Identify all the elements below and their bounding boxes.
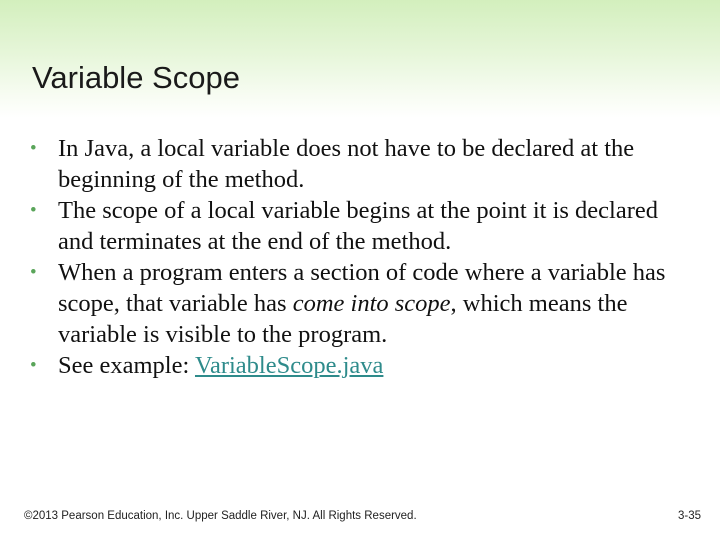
bullet-text: The scope of a local variable begins at the point it is declared and terminates at the end of the method.	[58, 197, 659, 255]
bullet-text: See example:	[58, 352, 195, 379]
bullet-list	[30, 133, 690, 381]
footer-copyright: ©2013 Pearson Education, Inc. Upper Saddle River, NJ. All Rights Reserved.	[24, 510, 417, 522]
example-file-link[interactable]: VariableScope.java	[194, 352, 384, 379]
bullet-glyph: •	[30, 355, 37, 376]
page-number: 3-35	[677, 510, 701, 522]
bullet-text-start: When a program enters a section of code where a variable has scope, that variable has	[58, 259, 666, 317]
bullet-glyph: •	[30, 200, 37, 221]
bullet-item-1	[30, 133, 690, 195]
bullet-text-end: , which means the variable is visible to the program.	[58, 290, 628, 348]
slide-title: Variable Scope	[32, 60, 240, 95]
bullet-item-2	[30, 195, 690, 257]
bullet-glyph: •	[30, 262, 37, 283]
bullet-text: In Java, a local variable does not have to be declared at the beginning of the method.	[58, 135, 635, 193]
bullet-glyph: •	[30, 138, 37, 159]
bullet-emphasis: come into scope	[292, 290, 451, 317]
bullet-item-4	[30, 350, 690, 381]
bullet-item-3	[30, 257, 690, 350]
